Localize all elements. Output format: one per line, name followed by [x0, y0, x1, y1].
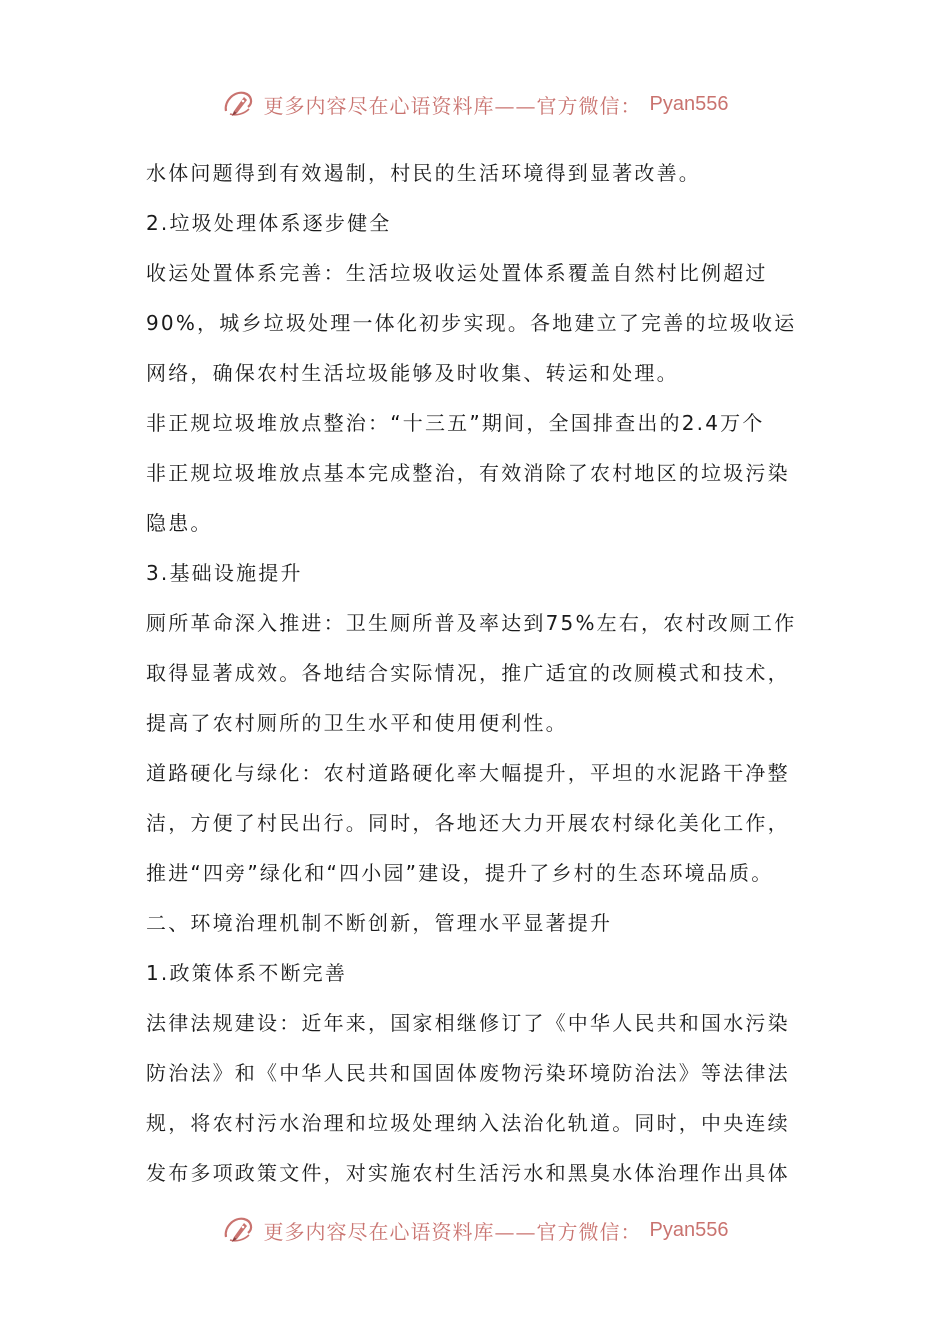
- watermark-brand-text: 更多内容尽在心语资料库——官方微信：: [263, 1219, 642, 1244]
- document-body: [146, 148, 808, 1198]
- text-line: 收运处置体系完善：生活垃圾收运处置体系覆盖自然村比例超过: [146, 261, 768, 285]
- footer-watermark: [0, 1210, 950, 1250]
- text-line: 道路硬化与绿化：农村道路硬化率大幅提升，平坦的水泥路干净整: [146, 761, 790, 785]
- text-line: 非正规垃圾堆放点基本完成整治，有效消除了农村地区的垃圾污染: [146, 461, 790, 485]
- text-line: 隐患。: [146, 511, 213, 535]
- text-line: 洁，方便了村民出行。同时，各地还大力开展农村绿化美化工作，: [146, 811, 790, 835]
- pen-nib-swirl-icon: [222, 87, 256, 121]
- text-line: 水体问题得到有效遏制，村民的生活环境得到显著改善。: [146, 161, 701, 185]
- header-watermark: [0, 84, 950, 124]
- watermark-wechat-id: Pyan556: [649, 1218, 729, 1241]
- text-line: 法律法规建设：近年来，国家相继修订了《中华人民共和国水污染: [146, 1011, 790, 1035]
- text-line: 90%，城乡垃圾处理一体化初步实现。各地建立了完善的垃圾收运: [146, 311, 797, 335]
- text-line: 提高了农村厕所的卫生水平和使用便利性。: [146, 711, 568, 735]
- text-line: 厕所革命深入推进：卫生厕所普及率达到75%左右，农村改厕工作: [146, 611, 797, 635]
- watermark-brand-text: 更多内容尽在心语资料库——官方微信：: [263, 93, 642, 118]
- section-heading: 3.基础设施提升: [146, 561, 303, 585]
- section-heading: 2.垃圾处理体系逐步健全: [146, 211, 392, 235]
- text-line: 取得显著成效。各地结合实际情况，推广适宜的改厕模式和技术，: [146, 661, 790, 685]
- watermark-wechat-id: Pyan556: [649, 92, 729, 115]
- text-line: 推进“四旁”绿化和“四小园”建设，提升了乡村的生态环境品质。: [146, 861, 774, 885]
- text-line: 防治法》和《中华人民共和国固体废物污染环境防治法》等法律法: [146, 1061, 790, 1085]
- text-line: 规，将农村污水治理和垃圾处理纳入法治化轨道。同时，中央连续: [146, 1111, 790, 1135]
- chapter-heading: 二、环境治理机制不断创新，管理水平显著提升: [146, 911, 613, 935]
- text-line: 非正规垃圾堆放点整治：“十三五”期间，全国排查出的2.4万个: [146, 411, 765, 435]
- pen-nib-swirl-icon: [222, 1213, 256, 1247]
- section-heading: 1.政策体系不断完善: [146, 961, 348, 985]
- text-line: 网络，确保农村生活垃圾能够及时收集、转运和处理。: [146, 361, 679, 385]
- text-line: 发布多项政策文件，对实施农村生活污水和黑臭水体治理作出具体: [146, 1161, 790, 1185]
